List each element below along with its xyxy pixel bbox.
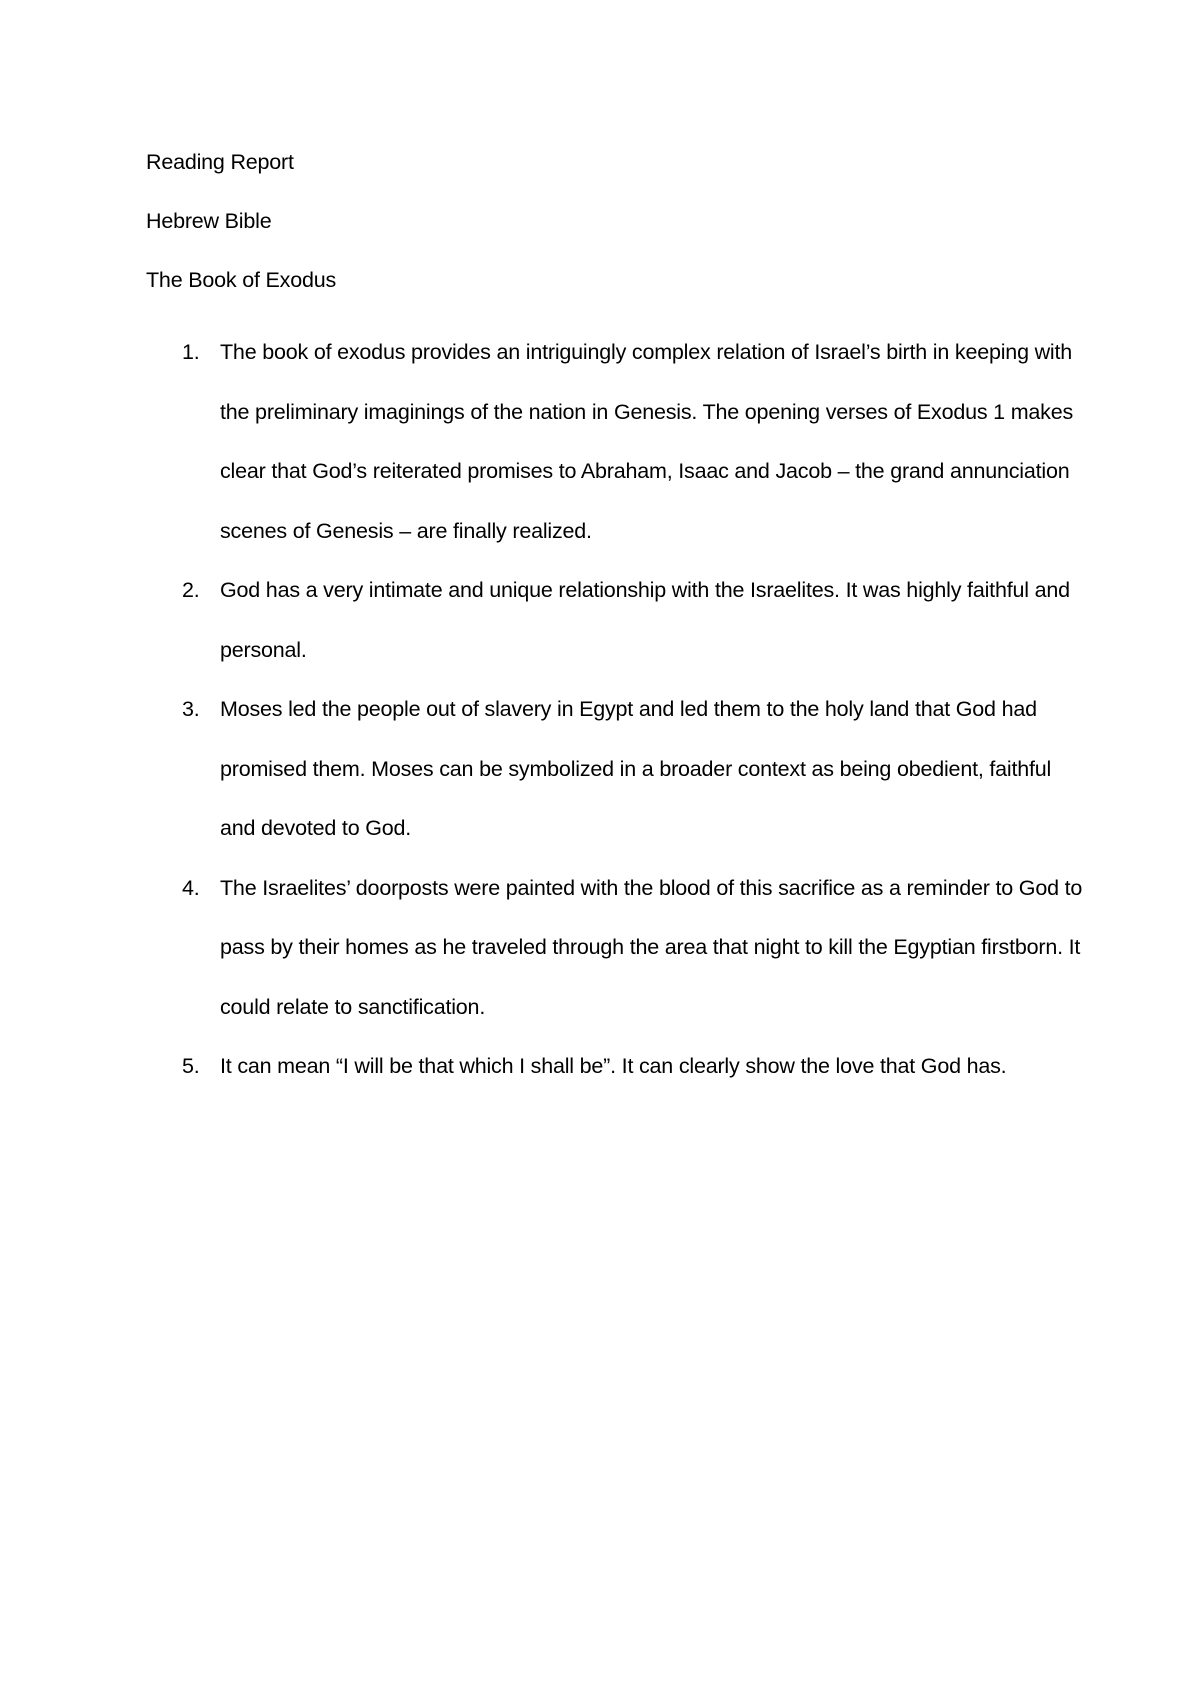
list-item-text: It can mean “I will be that which I shall be”. It can clearly show the love that God has. <box>220 1054 1007 1078</box>
list-item <box>146 680 1086 859</box>
list-item-number: 5. <box>182 1054 200 1078</box>
list-item-number: 1. <box>182 340 200 364</box>
list-item-text: The Israelites’ doorposts were painted with the blood of this sacrifice as a reminder to God to pass by their homes as he traveled through the area that night to kill the Egyptian firstborn. It could relate to sanctification. <box>220 875 1083 1019</box>
list-item <box>146 323 1086 561</box>
list-item-number: 3. <box>182 697 200 721</box>
list-item-text: Moses led the people out of slavery in Egypt and led them to the holy land that God had promised them. Moses can be symbolized in a broader context as being obedient, faithful and devoted to God. <box>220 697 1052 840</box>
course-name: Hebrew Bible <box>146 209 272 233</box>
list-item-number: 2. <box>182 578 200 602</box>
subject-heading: The Book of Exodus <box>146 268 337 292</box>
list-item-number: 4. <box>182 875 200 900</box>
list-item <box>146 859 1086 1038</box>
report-title: Reading Report <box>146 150 294 174</box>
list-item-text: God has a very intimate and unique relationship with the Israelites. It was highly faithful and personal. <box>220 578 1070 662</box>
list-item <box>146 1037 1086 1097</box>
list-item <box>146 561 1086 680</box>
numbered-list <box>146 323 1086 1097</box>
list-item-text: The book of exodus provides an intriguingly complex relation of Israel’s birth in keeping with the preliminary imaginings of the nation in Genesis. The opening verses of Exodus 1 makes clear that God’s reiterated promises to Abraham, Isaac and Jacob – the grand annunciation scenes of Genesis – are finally realized. <box>220 340 1074 543</box>
